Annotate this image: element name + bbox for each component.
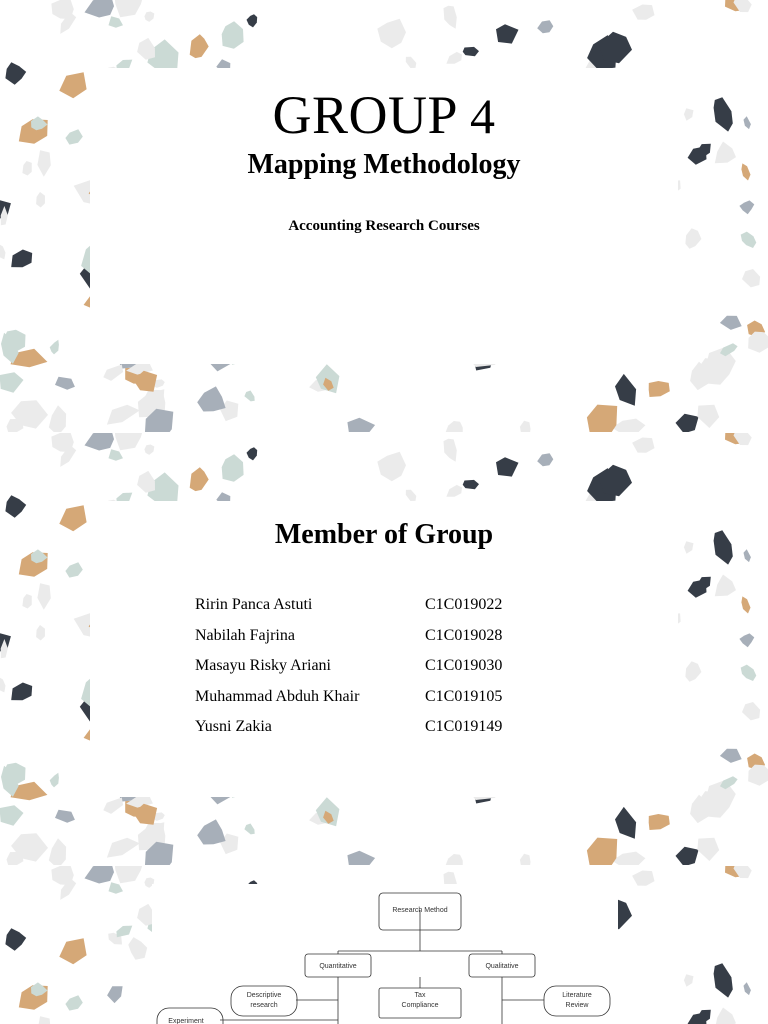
terrazzo-chip	[741, 596, 750, 613]
terrazzo-chip	[85, 0, 115, 18]
member-name: Muhammad Abduh Khair	[195, 688, 360, 705]
terrazzo-chip	[0, 243, 6, 259]
terrazzo-chip	[739, 633, 754, 647]
node-box-descriptive	[231, 986, 297, 1016]
terrazzo-chip	[632, 438, 654, 453]
terrazzo-chip	[50, 773, 59, 788]
terrazzo-chip	[537, 453, 553, 466]
terrazzo-chip	[11, 683, 32, 701]
terrazzo-chip	[688, 579, 707, 598]
terrazzo-chip	[144, 445, 154, 455]
terrazzo-chip	[222, 454, 244, 482]
terrazzo-chip	[11, 250, 32, 268]
terrazzo-chip	[85, 433, 115, 451]
node-label-qualitative: Qualitative	[485, 963, 519, 970]
node-label-literature-2: Review	[565, 1002, 589, 1009]
terrazzo-chip	[222, 21, 244, 49]
terrazzo-chip	[55, 377, 75, 390]
terrazzo-chip	[697, 838, 719, 861]
terrazzo-chip	[444, 6, 457, 29]
title-slide	[0, 0, 768, 432]
terrazzo-chip	[114, 0, 146, 17]
research-method-diagram	[0, 866, 768, 1024]
terrazzo-chip	[444, 439, 457, 462]
terrazzo-chip	[496, 457, 519, 476]
member-name: Masayu Risky Ariani	[195, 657, 331, 674]
terrazzo-chip	[5, 62, 26, 85]
presentation-subtitle: Mapping Methodology	[247, 149, 521, 180]
terrazzo-chip	[109, 16, 124, 27]
terrazzo-chip	[741, 665, 757, 681]
group-title	[0, 85, 768, 145]
terrazzo-chip	[190, 467, 209, 491]
terrazzo-chip	[37, 583, 50, 610]
terrazzo-chip	[496, 24, 519, 43]
member-row	[195, 626, 595, 646]
node-label-literature: Literature	[562, 992, 592, 999]
terrazzo-chip	[520, 421, 531, 432]
terrazzo-chip	[55, 810, 75, 823]
terrazzo-chip	[739, 200, 754, 214]
member-row	[195, 717, 595, 737]
terrazzo-chip	[114, 433, 146, 450]
terrazzo-chip	[520, 854, 531, 865]
terrazzo-chip	[676, 847, 699, 865]
terrazzo-chip	[720, 316, 742, 330]
terrazzo-chip	[137, 471, 155, 493]
terrazzo-chip	[377, 452, 406, 482]
terrazzo-chip	[744, 549, 751, 562]
terrazzo-chip	[65, 562, 82, 577]
member-name: Ririn Panca Astuti	[195, 596, 313, 613]
terrazzo-chip	[49, 838, 66, 865]
terrazzo-chip	[22, 594, 31, 609]
terrazzo-chip	[50, 340, 59, 355]
terrazzo-chip	[36, 625, 45, 641]
member-id: C1C019149	[425, 718, 503, 735]
group-number: 4	[470, 88, 496, 144]
member-id: C1C019022	[425, 596, 503, 613]
terrazzo-chip	[741, 232, 757, 248]
node-label-quantitative: Quantitative	[319, 963, 357, 970]
terrazzo-chip	[685, 661, 701, 682]
terrazzo-chip	[463, 47, 479, 56]
terrazzo-chip	[742, 702, 760, 720]
member-id: C1C019030	[425, 657, 503, 674]
node-label-tax-2: Compliance	[401, 1002, 439, 1009]
terrazzo-chip	[632, 5, 654, 20]
terrazzo-chip	[715, 575, 736, 597]
terrazzo-chip	[103, 798, 123, 814]
node-label-experiment: Experiment	[168, 1018, 204, 1024]
terrazzo-chip	[649, 814, 670, 830]
terrazzo-chip	[347, 418, 375, 432]
terrazzo-chip	[599, 32, 632, 64]
members-slide	[0, 433, 768, 865]
terrazzo-chip	[649, 381, 670, 397]
terrazzo-chip	[247, 14, 258, 27]
terrazzo-chip	[247, 447, 258, 460]
terrazzo-chip	[144, 12, 154, 22]
terrazzo-chip	[197, 386, 225, 411]
terrazzo-chip	[0, 805, 24, 826]
member-name: Yusni Zakia	[195, 718, 272, 735]
terrazzo-chip	[103, 365, 123, 381]
terrazzo-chip	[742, 269, 760, 287]
member-row	[195, 595, 595, 615]
terrazzo-chip	[49, 405, 66, 432]
member-id: C1C019105	[425, 688, 503, 705]
terrazzo-chip	[599, 465, 632, 497]
node-label-descriptive: Descriptive	[246, 992, 282, 999]
terrazzo-chip	[0, 676, 6, 692]
terrazzo-chip	[109, 449, 124, 460]
terrazzo-chip	[463, 480, 479, 489]
terrazzo-chip	[377, 19, 406, 49]
terrazzo-chip	[445, 854, 463, 865]
node-label-tax: Tax	[414, 992, 426, 999]
terrazzo-chip	[347, 851, 375, 865]
terrazzo-chip	[615, 374, 636, 406]
terrazzo-chip	[720, 749, 742, 763]
terrazzo-chip	[406, 57, 417, 68]
node-box-literature	[544, 986, 610, 1016]
members-heading: Member of Group	[274, 519, 494, 550]
terrazzo-chip	[137, 38, 155, 60]
terrazzo-chip	[445, 421, 463, 432]
terrazzo-chip	[446, 52, 462, 64]
node-label-descriptive-2: research	[250, 1002, 278, 1009]
terrazzo-chip	[612, 852, 645, 865]
terrazzo-chip	[107, 405, 140, 425]
terrazzo-chip	[587, 405, 617, 432]
course-name: Accounting Research Courses	[288, 218, 480, 234]
terrazzo-chip	[537, 20, 553, 33]
terrazzo-chip	[36, 192, 45, 208]
terrazzo-chip	[0, 372, 24, 393]
terrazzo-chip	[197, 819, 225, 844]
terrazzo-chip	[676, 414, 699, 432]
group-title-word: GROUP	[272, 85, 457, 145]
terrazzo-chip	[612, 419, 645, 432]
terrazzo-chip	[190, 34, 209, 58]
terrazzo-chip	[244, 391, 254, 402]
node-label-research-method: Research Method	[392, 907, 448, 914]
terrazzo-chip	[5, 495, 26, 518]
terrazzo-chip	[244, 824, 254, 835]
terrazzo-chip	[406, 490, 417, 501]
member-id: C1C019028	[425, 627, 503, 644]
member-row	[195, 656, 595, 676]
terrazzo-chip	[615, 807, 636, 839]
diagram-slide	[0, 866, 768, 1024]
terrazzo-chip	[587, 838, 617, 865]
terrazzo-chip	[697, 405, 719, 428]
member-name: Nabilah Fajrina	[195, 627, 295, 644]
member-row	[195, 687, 595, 707]
terrazzo-chip	[446, 485, 462, 497]
terrazzo-chip	[107, 838, 140, 858]
